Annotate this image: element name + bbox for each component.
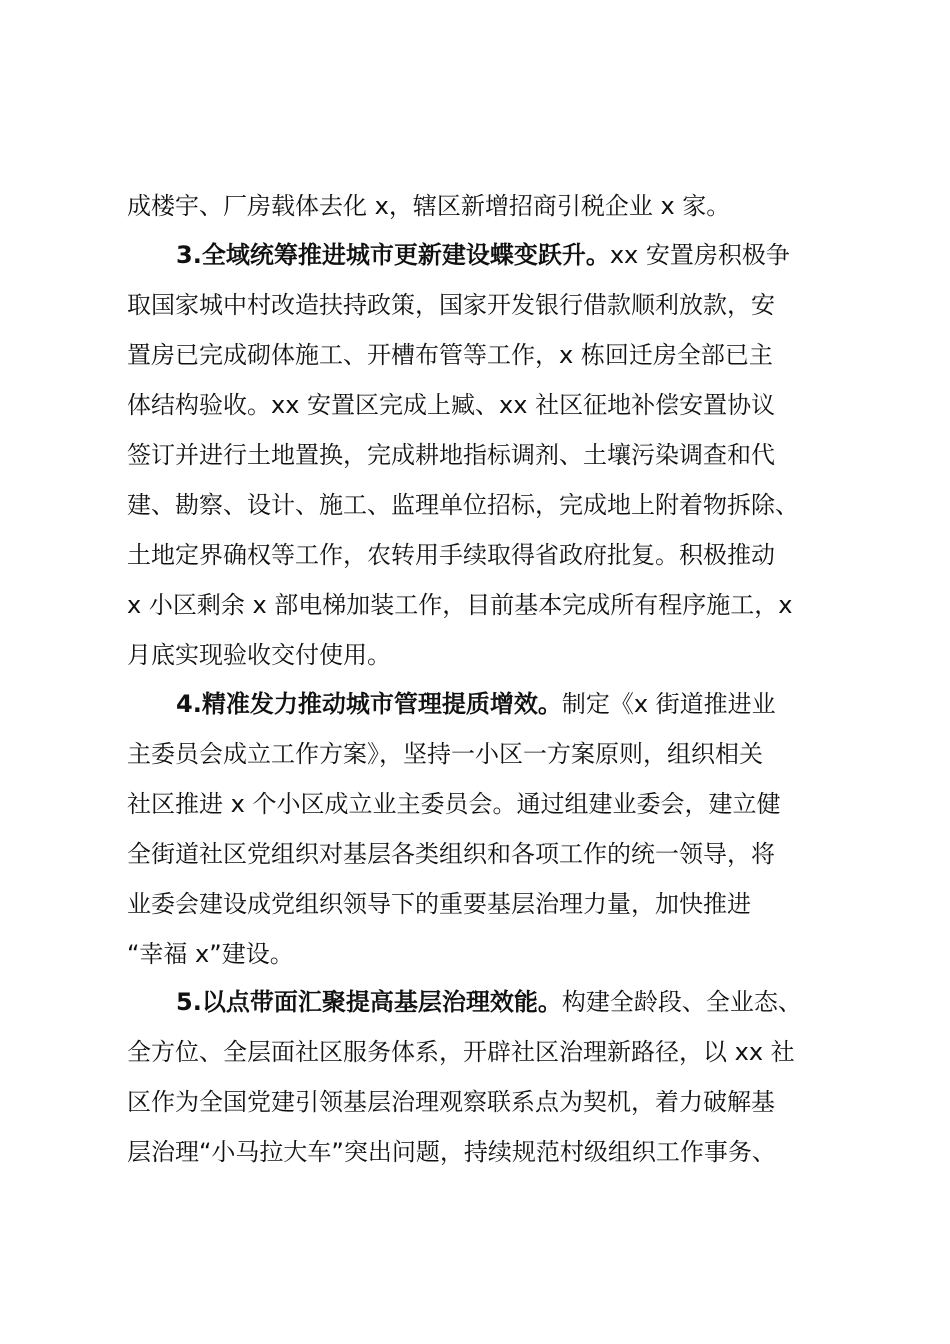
- section-5-heading: 5.以点带面汇聚提高基层治理效能。: [176, 988, 562, 1016]
- section-3-text: xx 安置房积极争: [609, 241, 790, 269]
- text-line: 全街道社区党组织对基层各类组织和各项工作的统一领导，将: [127, 840, 775, 868]
- text-line: 土地定界确权等工作，农转用手续取得省政府批复。积极推动: [127, 541, 775, 569]
- text-line: 社区推进 x 个小区成立业主委员会。通过组建业委会，建立健: [127, 790, 781, 818]
- text-line: 业委会建设成党组织领导下的重要基层治理力量，加快推进: [127, 890, 751, 918]
- text-line: 置房已完成砌体施工、开槽布管等工作，x 栋回迁房全部已主: [127, 341, 773, 369]
- section-5-text: 构建全龄段、全业态、: [561, 988, 802, 1016]
- section-3-heading: 3.全域统筹推进城市更新建设蝶变跃升。: [176, 241, 610, 269]
- section-4-text: 制定《x 街道推进业: [561, 690, 776, 718]
- text-line: x 小区剩余 x 部电梯加装工作，目前基本完成所有程序施工，x: [127, 591, 793, 619]
- section-5-first-line: [176, 987, 802, 1017]
- section-3-first-line: [176, 240, 790, 270]
- text-line: 取国家城中村改造扶持政策，国家开发银行借款顺利放款，安: [127, 291, 775, 319]
- text-line: 区作为全国党建引领基层治理观察联系点为契机，着力破解基: [127, 1088, 775, 1116]
- section-4-first-line: [176, 689, 776, 719]
- text-line: 成楼宇、厂房载体去化 x，辖区新增招商引税企业 x 家。: [127, 192, 731, 220]
- text-line: 层治理“小马拉大车”突出问题，持续规范村级组织工作事务、: [127, 1138, 776, 1166]
- text-line: 签订并进行土地置换，完成耕地指标调剂、土壤污染调查和代: [127, 441, 775, 469]
- text-line: “幸福 x”建设。: [127, 940, 294, 968]
- section-4-heading: 4.精准发力推动城市管理提质增效。: [176, 690, 562, 718]
- text-line: 月底实现验收交付使用。: [127, 641, 391, 669]
- text-line: 全方位、全层面社区服务体系，开辟社区治理新路径，以 xx 社: [127, 1038, 795, 1066]
- text-line: 体结构验收。xx 安置区完成上臧、xx 社区征地补偿安置协议: [127, 391, 776, 419]
- text-line: 建、勘察、设计、施工、监理单位招标，完成地上附着物拆除、: [127, 491, 799, 519]
- text-line: 主委员会成立工作方案》，坚持一小区一方案原则，组织相关: [127, 740, 763, 768]
